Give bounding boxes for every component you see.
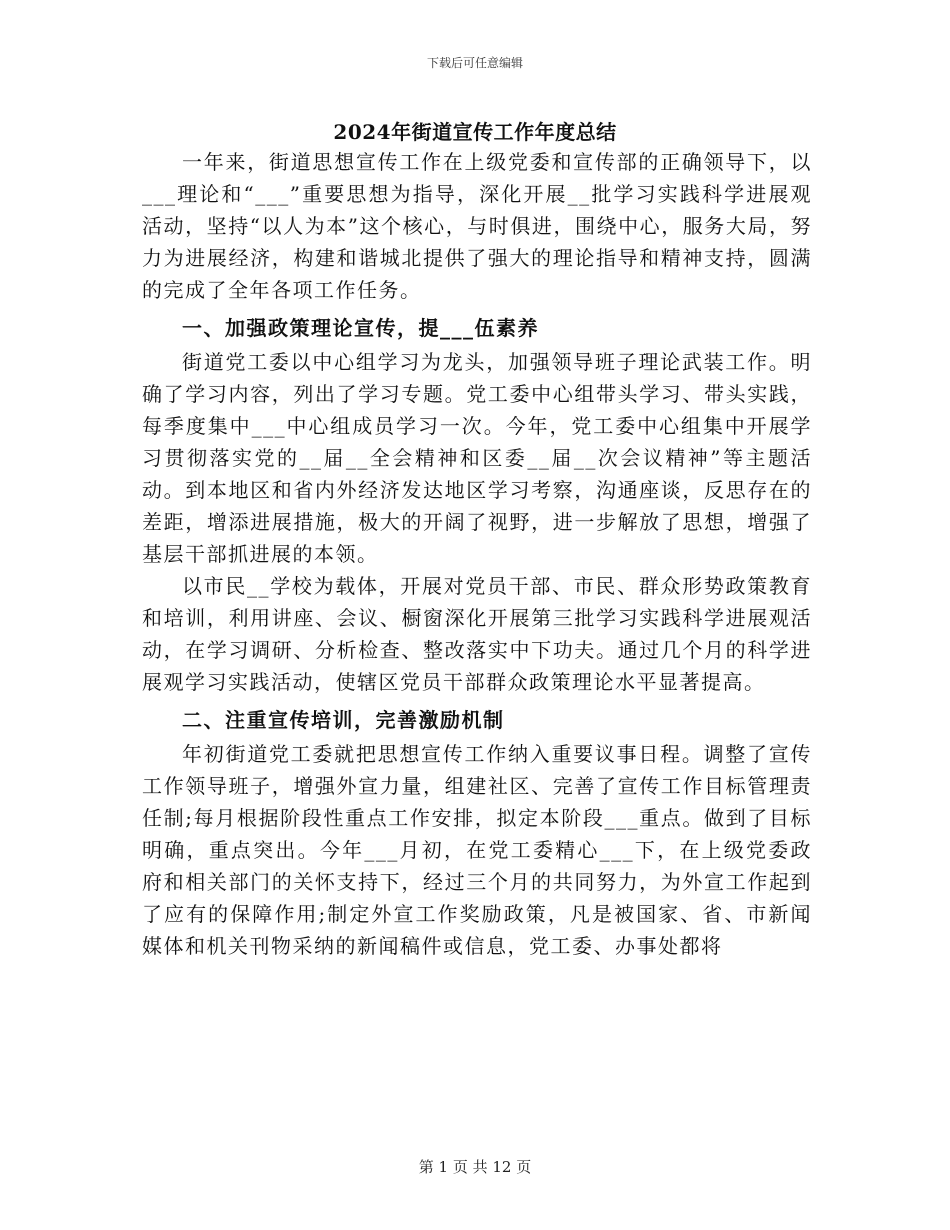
section-1-heading: 一、加强政策理论宣传，提___伍素养: [182, 316, 539, 340]
document-body: [142, 146, 812, 962]
page-header-note: 下载后可任意编辑: [426, 56, 523, 70]
section-1-paragraph-2: 以市民__学校为载体，开展对党员干部、市民、群众形势政策教育和培训，利用讲座、会议、橱窗深化开展第三批学习实践科学进展观活动，在学习调研、分析检查、整改落实中下功夫。通过几个月的科学进展观学习实践活动，使辖区党员干部群众政策理论水平显著提高。: [142, 574, 812, 694]
intro-paragraph: 一年来，街道思想宣传工作在上级党委和宣传部的正确领导下，以___理论和“___”重要思想为指导，深化开展__批学习实践科学进展观活动，坚持“以人为本”这个核心，与时俱进，围绕中心，服务大局，努力为进展经济，构建和谐城北提供了强大的理论指导和精神支持，圆满的完成了全年各项工作任务。: [142, 150, 812, 302]
section-1-paragraph-1: 街道党工委以中心组学习为龙头，加强领导班子理论武装工作。明确了学习内容，列出了学习专题。党工委中心组带头学习、带头实践，每季度集中___中心组成员学习一次。今年，党工委中心组集中开展学习贯彻落实党的__届__全会精神和区委__届__次会议精神”等主题活动。到本地区和省内外经济发达地区学习考察，沟通座谈，反思存在的差距，增添进展措施，极大的开阔了视野，进一步解放了思想，增强了基层干部抓进展的本领。: [142, 350, 812, 566]
document-title: 2024年街道宣传工作年度总结: [333, 120, 617, 144]
page-number-footer: 第 1 页 共 12 页: [418, 1158, 532, 1176]
section-2-heading: 二、注重宣传培训，完善激励机制: [182, 708, 505, 732]
section-2-paragraph-1: 年初街道党工委就把思想宣传工作纳入重要议事日程。调整了宣传工作领导班子，增强外宣力量，组建社区、完善了宣传工作目标管理责任制;每月根据阶段性重点工作安排，拟定本阶段___重点。做到了目标明确，重点突出。今年___月初，在党工委精心___下，在上级党委政府和相关部门的关怀支持下，经过三个月的共同努力，为外宣工作起到了应有的保障作用;制定外宣工作奖励政策，凡是被国家、省、市新闻媒体和机关刊物采纳的新闻稿件或信息，党工委、办事处都将: [142, 742, 812, 958]
